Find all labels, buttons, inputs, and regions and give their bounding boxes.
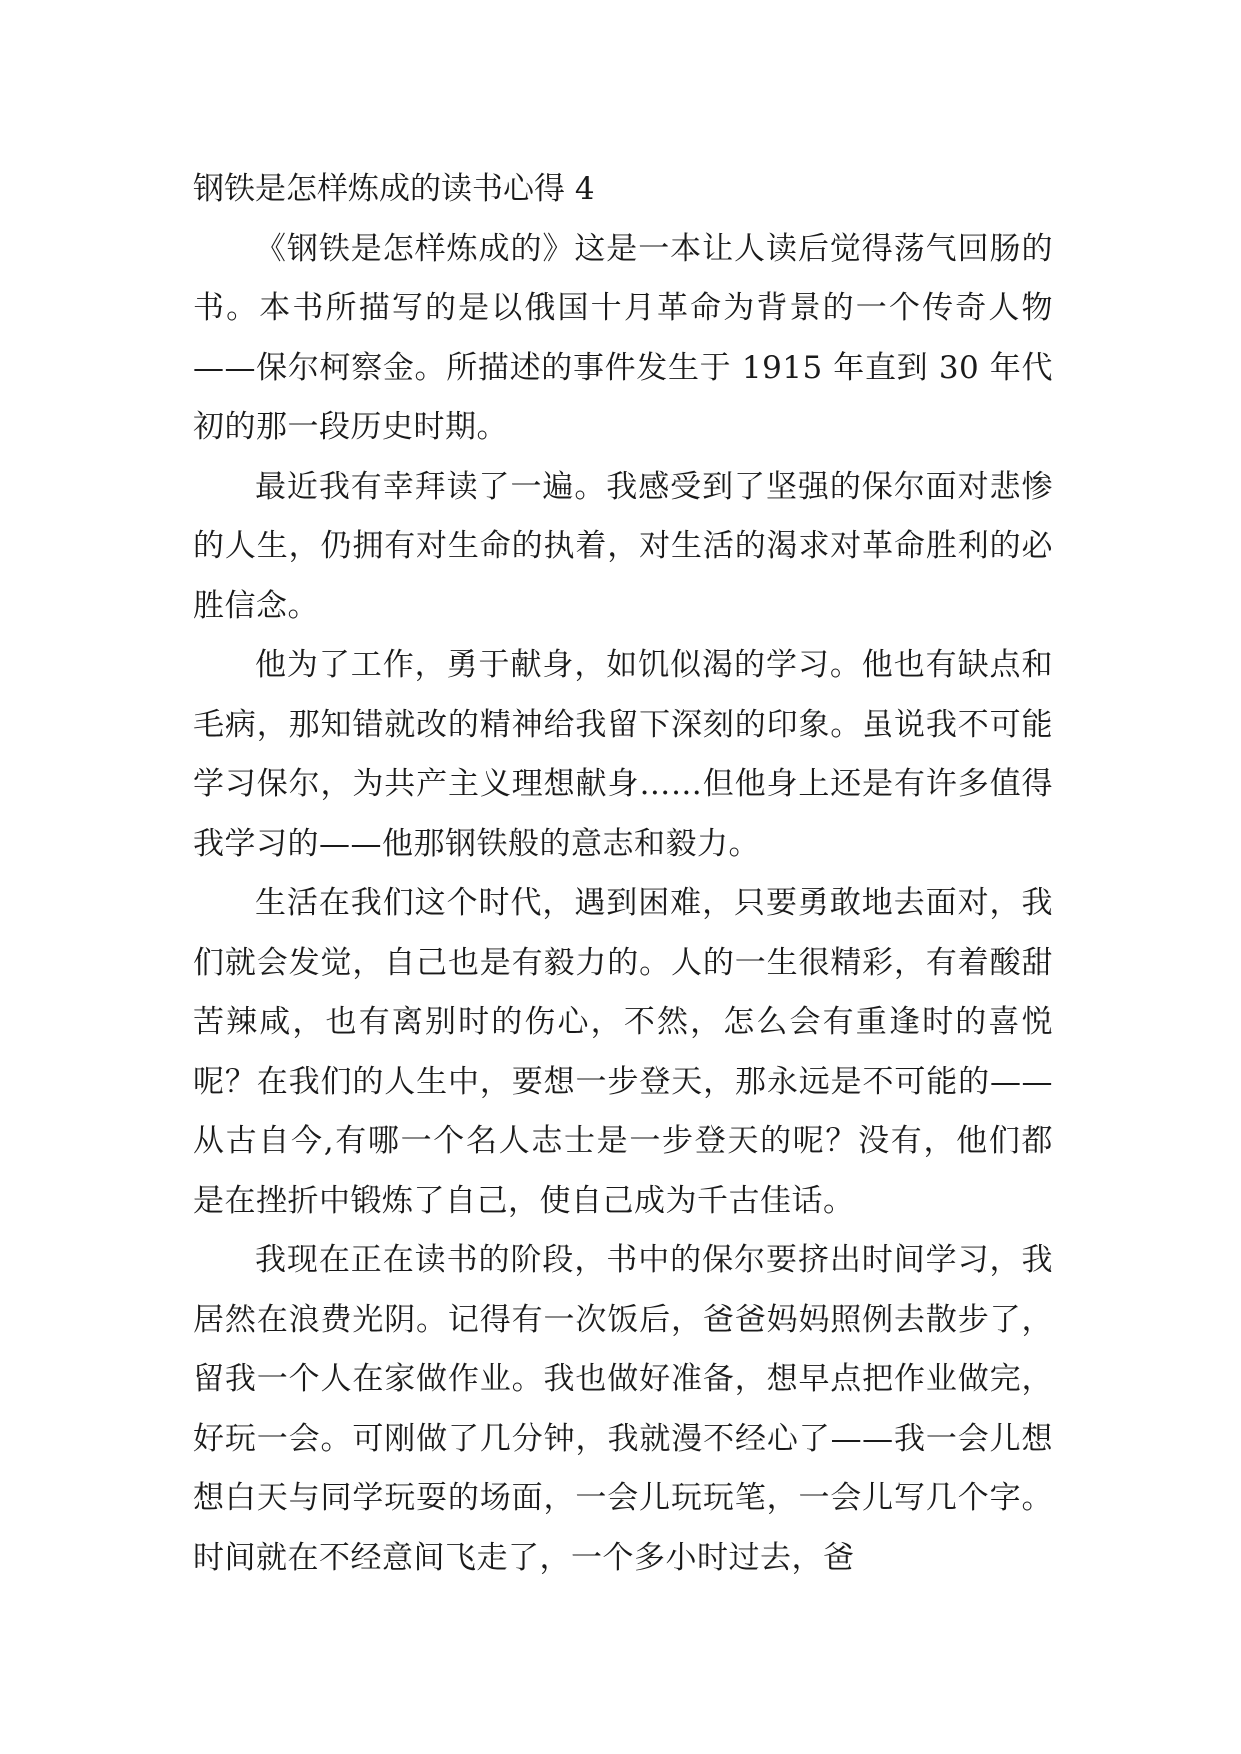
document-title: 钢铁是怎样炼成的读书心得 4: [193, 171, 595, 207]
paragraph-4: 生活在我们这个时代，遇到困难，只要勇敢地去面对，我们就会发觉，自己也是有毅力的。人的一生很精彩，有着酸甜苦辣咸，也有离别时的伤心，不然，怎么会有重逢时的喜悦呢？在我们的人生中，要想一步登天，那永远是不可能的——从古自今,有哪一个名人志士是一步登天的呢？没有，他们都是在挫折中锻炼了自己，使自己成为千古佳话。: [193, 885, 1053, 1219]
document-body: [193, 160, 1053, 1588]
paragraph-3: 他为了工作，勇于献身，如饥似渴的学习。他也有缺点和毛病，那知错就改的精神给我留下深刻的印象。虽说我不可能学习保尔，为共产主义理想献身……但他身上还是有许多值得我学习的——他那钢铁般的意志和毅力。: [193, 647, 1053, 862]
paragraph-1: 《钢铁是怎样炼成的》这是一本让人读后觉得荡气回肠的书。本书所描写的是以俄国十月革命为背景的一个传奇人物——保尔柯察金。所描述的事件发生于 1915 年直到 30 年代初的那一段历史时期。: [193, 230, 1053, 445]
paragraph-5: 我现在正在读书的阶段，书中的保尔要挤出时间学习，我居然在浪费光阴。记得有一次饭后，爸爸妈妈照例去散步了，留我一个人在家做作业。我也做好准备，想早点把作业做完，好玩一会。可刚做了几分钟，我就漫不经心了——我一会儿想想白天与同学玩耍的场面，一会儿玩玩笔，一会儿写几个字。时间就在不经意间飞走了，一个多小时过去，爸: [193, 1242, 1053, 1576]
paragraph-2: 最近我有幸拜读了一遍。我感受到了坚强的保尔面对悲惨的人生，仍拥有对生命的执着，对生活的渴求对革命胜利的必胜信念。: [193, 468, 1053, 624]
